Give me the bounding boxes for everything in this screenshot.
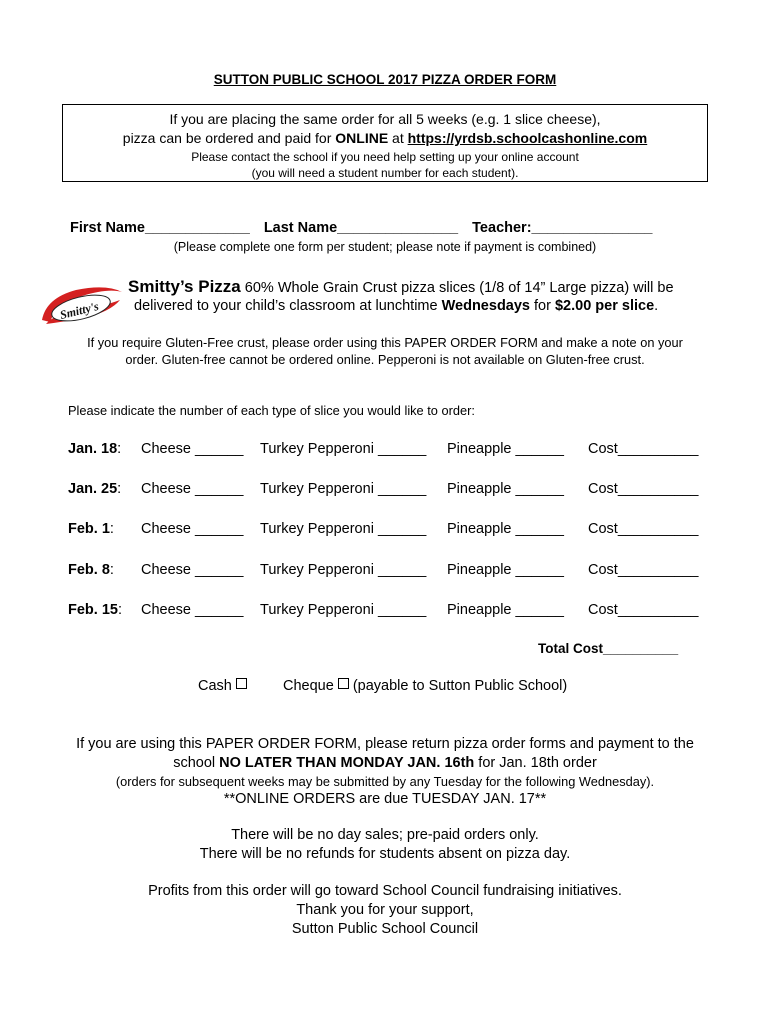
smittys-logo-text: Smitty's: [58, 298, 101, 323]
pepperoni-field[interactable]: Turkey Pepperoni ______: [260, 521, 427, 537]
return-line-2: school NO LATER THAN MONDAY JAN. 16th for Jan. 18th order: [173, 755, 597, 771]
order-row: [0, 602, 770, 622]
delivery-day: Wednesdays: [441, 298, 530, 314]
cash-checkbox[interactable]: [236, 678, 247, 689]
student-note: (Please complete one form per student; please note if payment is combined): [173, 240, 597, 254]
cost-field[interactable]: Cost__________: [588, 521, 699, 537]
pepperoni-field[interactable]: Turkey Pepperoni ______: [260, 441, 427, 457]
deadline: NO LATER THAN MONDAY JAN. 16th: [219, 755, 475, 771]
total-cost-field[interactable]: Total Cost__________: [538, 641, 679, 656]
pepperoni-field[interactable]: Turkey Pepperoni ______: [260, 602, 427, 618]
order-date: Feb. 8:: [68, 562, 114, 578]
cost-field[interactable]: Cost__________: [588, 602, 699, 618]
cheese-field[interactable]: Cheese ______: [141, 602, 244, 618]
order-row: [0, 441, 770, 461]
price: $2.00 per slice: [554, 298, 655, 314]
order-row: [0, 481, 770, 501]
return-line-1: If you are using this PAPER ORDER FORM, please return pizza order forms and payment to the: [76, 736, 694, 752]
info-line-1: If you are placing the same order for all 5 weeks (e.g. 1 slice cheese),: [169, 111, 601, 127]
cheque-note: (payable to Sutton Public School): [352, 678, 568, 694]
cash-option: [198, 678, 247, 694]
online-url-link[interactable]: https://yrdsb.schoolcashonline.com: [407, 130, 648, 146]
promo-line-2: delivered to your child’s classroom at lunchtime Wednesdays for $2.00 per slice.: [134, 298, 659, 314]
cheese-field[interactable]: Cheese ______: [141, 441, 244, 457]
cheese-field[interactable]: Cheese ______: [141, 562, 244, 578]
cheque-label: Cheque: [283, 678, 334, 694]
cost-field[interactable]: Cost__________: [588, 441, 699, 457]
last-name-field[interactable]: Last Name_______________: [263, 220, 459, 236]
pepperoni-field[interactable]: Turkey Pepperoni ______: [260, 562, 427, 578]
cheque-checkbox[interactable]: [338, 678, 349, 689]
order-date: Feb. 1:: [68, 521, 114, 537]
online-info-box: [62, 104, 708, 182]
smittys-logo: [36, 284, 126, 328]
order-row: [0, 562, 770, 582]
form-title: SUTTON PUBLIC SCHOOL 2017 PIZZA ORDER FORM: [213, 72, 557, 87]
pineapple-field[interactable]: Pineapple ______: [447, 521, 564, 537]
cost-field[interactable]: Cost__________: [588, 562, 699, 578]
promo-line-1: Smitty’s Pizza 60% Whole Grain Crust pizza slices (1/8 of 14” Large pizza) will be: [128, 277, 674, 296]
closing-line-1: Profits from this order will go toward School Council fundraising initiatives.: [148, 883, 622, 899]
pineapple-field[interactable]: Pineapple ______: [447, 441, 564, 457]
first-name-field[interactable]: First Name_____________: [70, 220, 250, 236]
order-date: Jan. 25:: [68, 481, 122, 497]
closing-line-2: Thank you for your support,: [296, 902, 474, 918]
cheese-field[interactable]: Cheese ______: [141, 481, 244, 497]
pineapple-field[interactable]: Pineapple ______: [447, 562, 564, 578]
order-instruction: Please indicate the number of each type of slice you would like to order:: [68, 403, 475, 418]
order-date: Feb. 15:: [68, 602, 122, 618]
info-line-2: pizza can be ordered and paid for ONLINE at https://yrdsb.schoolcashonline.com: [122, 130, 648, 146]
cheese-field[interactable]: Cheese ______: [141, 521, 244, 537]
online-label: ONLINE: [335, 130, 389, 146]
pineapple-field[interactable]: Pineapple ______: [447, 481, 564, 497]
notice-line-1: There will be no day sales; pre-paid orders only.: [231, 827, 539, 843]
cash-label: Cash: [198, 678, 232, 694]
pepperoni-field[interactable]: Turkey Pepperoni ______: [260, 481, 427, 497]
gluten-free-note: If you require Gluten-Free crust, please order using this PAPER ORDER FORM and make a note on your order. Gluten-free cannot be ordered online. Pepperoni is not available on Gluten-free crust.: [87, 335, 683, 367]
cost-field[interactable]: Cost__________: [588, 481, 699, 497]
teacher-field[interactable]: Teacher:_______________: [472, 220, 653, 236]
order-date: Jan. 18:: [68, 441, 122, 457]
info-line-4: (you will need a student number for each student).: [251, 166, 519, 180]
notice-line-2: There will be no refunds for students absent on pizza day.: [199, 846, 571, 862]
closing-signature: Sutton Public School Council: [291, 921, 479, 937]
brand-name: Smitty’s Pizza: [128, 277, 241, 296]
cheque-option: [283, 678, 567, 694]
order-row: [0, 521, 770, 541]
online-deadline: **ONLINE ORDERS are due TUESDAY JAN. 17**: [223, 791, 547, 807]
student-fields: [70, 220, 663, 236]
return-line-3: (orders for subsequent weeks may be submitted by any Tuesday for the following Wednesday).: [115, 774, 655, 789]
info-line-3: Please contact the school if you need help setting up your online account: [191, 150, 579, 164]
pineapple-field[interactable]: Pineapple ______: [447, 602, 564, 618]
